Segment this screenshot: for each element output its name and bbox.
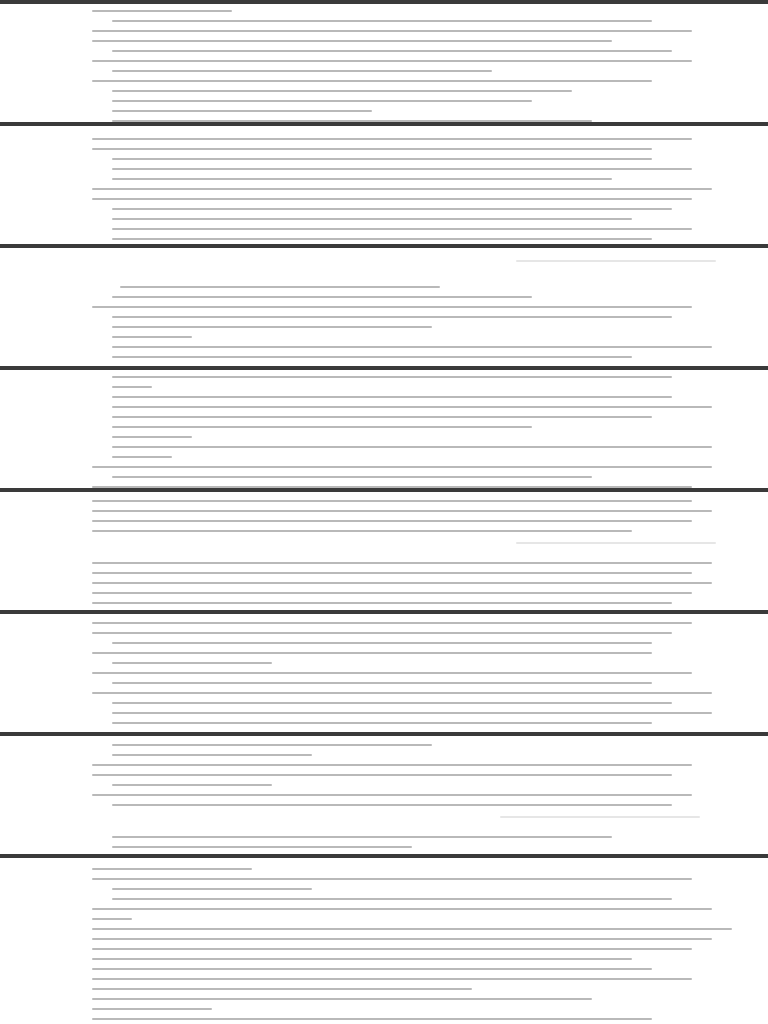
illegible-text-line	[112, 406, 712, 408]
illegible-text-line	[112, 846, 412, 848]
illegible-text-line	[500, 816, 700, 818]
illegible-text-line	[92, 978, 692, 980]
illegible-text-line	[112, 754, 312, 756]
document-strip-8	[0, 854, 768, 1024]
illegible-text-line	[92, 918, 132, 920]
illegible-text-line	[112, 744, 432, 746]
strip-divider	[0, 366, 768, 370]
illegible-text-line	[112, 228, 692, 230]
illegible-text-line	[112, 376, 672, 378]
illegible-text-line	[112, 642, 652, 644]
illegible-text-line	[92, 572, 692, 574]
illegible-text-line	[92, 520, 692, 522]
illegible-text-line	[92, 692, 712, 694]
strip-divider	[0, 0, 768, 4]
illegible-text-line	[92, 466, 712, 468]
document-strip-5	[0, 488, 768, 610]
strip-divider	[0, 488, 768, 492]
strip-divider	[0, 122, 768, 126]
illegible-text-line	[112, 396, 672, 398]
illegible-text-line	[112, 456, 172, 458]
illegible-text-line	[92, 928, 732, 930]
illegible-text-line	[112, 898, 672, 900]
illegible-text-line	[112, 888, 312, 890]
illegible-text-line	[92, 764, 692, 766]
illegible-text-line	[92, 60, 692, 62]
illegible-text-line	[92, 868, 252, 870]
illegible-text-line	[92, 40, 612, 42]
illegible-text-line	[112, 356, 632, 358]
illegible-text-line	[112, 50, 672, 52]
illegible-text-line	[92, 938, 712, 940]
illegible-text-line	[516, 542, 716, 544]
illegible-text-line	[92, 602, 672, 604]
illegible-text-line	[112, 100, 532, 102]
illegible-text-line	[112, 110, 372, 112]
strip-divider	[0, 610, 768, 614]
illegible-text-line	[112, 476, 592, 478]
illegible-text-line	[92, 878, 692, 880]
illegible-text-line	[92, 306, 692, 308]
illegible-text-line	[112, 712, 712, 714]
illegible-text-line	[92, 138, 692, 140]
illegible-text-line	[112, 836, 612, 838]
illegible-text-line	[112, 178, 612, 180]
illegible-text-line	[112, 682, 652, 684]
document-strip-1	[0, 0, 768, 122]
illegible-text-line	[112, 436, 192, 438]
illegible-text-line	[92, 908, 712, 910]
illegible-text-line	[92, 562, 712, 564]
illegible-text-line	[112, 804, 672, 806]
illegible-text-line	[92, 148, 652, 150]
illegible-text-line	[92, 198, 692, 200]
illegible-text-line	[92, 1018, 652, 1020]
strip-divider	[0, 732, 768, 736]
illegible-text-line	[112, 446, 712, 448]
illegible-text-line	[92, 30, 692, 32]
document-strip-2	[0, 122, 768, 244]
document-strip-7	[0, 732, 768, 854]
illegible-text-line	[92, 582, 712, 584]
illegible-text-line	[92, 632, 672, 634]
document-strip-3	[0, 244, 768, 366]
illegible-text-line	[92, 592, 692, 594]
illegible-text-line	[112, 158, 652, 160]
illegible-text-line	[92, 80, 652, 82]
illegible-text-line	[92, 10, 232, 12]
illegible-text-line	[112, 238, 652, 240]
illegible-text-line	[112, 662, 272, 664]
illegible-text-line	[92, 968, 652, 970]
illegible-text-line	[112, 416, 652, 418]
illegible-text-line	[112, 168, 692, 170]
illegible-text-line	[516, 260, 716, 262]
illegible-text-line	[92, 672, 692, 674]
illegible-text-line	[92, 988, 472, 990]
document-strip-6	[0, 610, 768, 732]
illegible-text-line	[92, 948, 692, 950]
illegible-text-line	[112, 90, 572, 92]
illegible-text-line	[92, 998, 592, 1000]
illegible-text-line	[112, 218, 632, 220]
illegible-text-line	[112, 336, 192, 338]
illegible-text-line	[112, 296, 532, 298]
illegible-text-line	[112, 784, 272, 786]
illegible-text-line	[92, 774, 672, 776]
strip-divider	[0, 854, 768, 858]
illegible-text-line	[112, 20, 652, 22]
illegible-text-line	[120, 286, 440, 288]
illegible-text-line	[92, 958, 632, 960]
illegible-text-line	[112, 386, 152, 388]
illegible-text-line	[92, 188, 712, 190]
illegible-text-line	[92, 652, 652, 654]
illegible-text-line	[92, 530, 632, 532]
illegible-text-line	[112, 316, 672, 318]
illegible-text-line	[112, 722, 652, 724]
illegible-text-line	[112, 426, 532, 428]
illegible-text-line	[92, 510, 712, 512]
illegible-text-line	[112, 70, 492, 72]
illegible-text-line	[92, 500, 692, 502]
strip-divider	[0, 244, 768, 248]
illegible-text-line	[112, 208, 672, 210]
illegible-text-line	[92, 1008, 212, 1010]
document-strip-4	[0, 366, 768, 488]
illegible-text-line	[112, 346, 712, 348]
illegible-text-line	[92, 794, 692, 796]
illegible-text-line	[112, 326, 432, 328]
illegible-text-line	[92, 622, 692, 624]
illegible-text-line	[112, 702, 672, 704]
